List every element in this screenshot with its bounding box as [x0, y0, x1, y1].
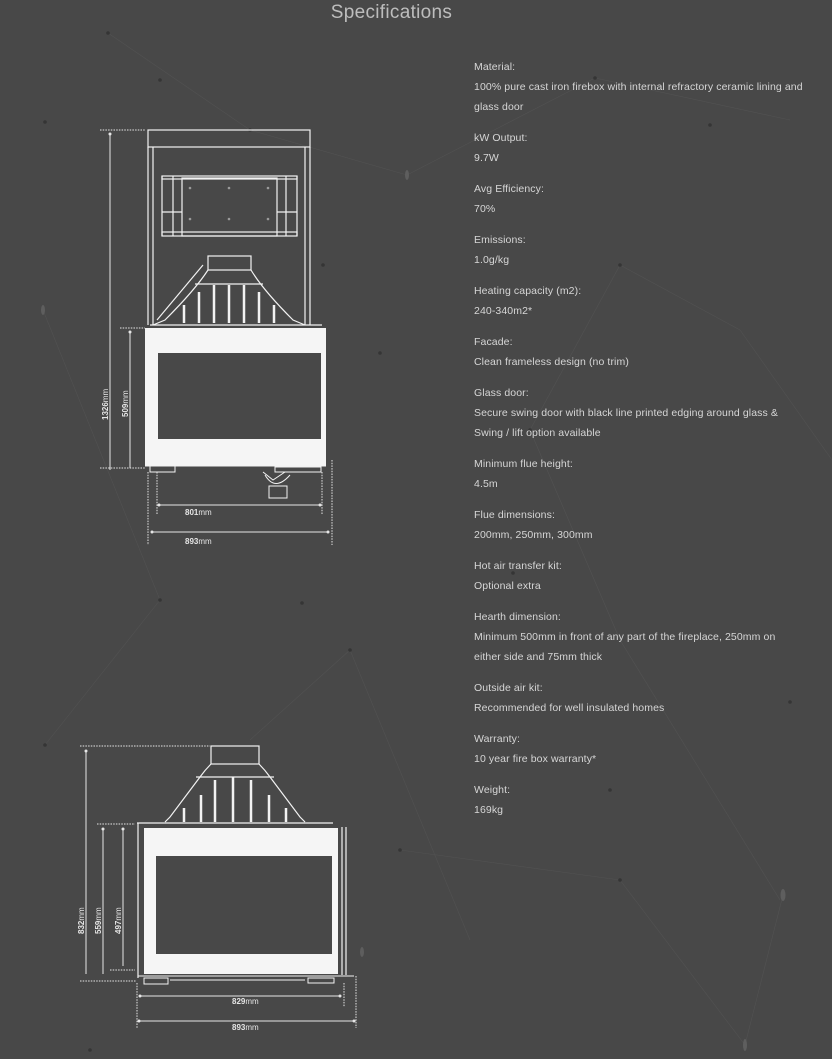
spec-value: Clean frameless design (no trim)	[474, 356, 629, 368]
spec-minimum-flue-height	[474, 454, 804, 494]
spec-value: 200mm, 250mm, 300mm	[474, 529, 593, 541]
spec-value: 1.0g/kg	[474, 254, 510, 266]
spec-value: 100% pure cast iron firebox with internal refractory ceramic lining and glass door	[474, 81, 803, 113]
spec-label: Hearth dimension:	[474, 611, 561, 623]
spec-label: Facade:	[474, 336, 513, 348]
spec-value: 9.7W	[474, 152, 499, 164]
spec-emissions	[474, 230, 804, 270]
spec-label: Warranty:	[474, 733, 521, 745]
spec-value: Recommended for well insulated homes	[474, 702, 665, 714]
spec-value: 240-340m2*	[474, 305, 533, 317]
spec-label: Flue dimensions:	[474, 509, 555, 521]
dimension-label-width-inner: 801mm	[185, 508, 212, 517]
spec-label: Emissions:	[474, 234, 526, 246]
spec-heating-capacity	[474, 281, 804, 321]
spec-label: kW Output:	[474, 132, 528, 144]
spec-label: Avg Efficiency:	[474, 183, 544, 195]
dimension-label-height-body: 559mm	[94, 907, 103, 934]
dimension-label-width-inner: 829mm	[232, 997, 259, 1006]
dimension-label-height-total: 832mm	[77, 907, 86, 934]
spec-label: Material:	[474, 61, 516, 73]
spec-facade	[474, 332, 804, 372]
firebox-elevation-drawing	[70, 740, 370, 1040]
specifications-list	[474, 57, 804, 831]
dimension-label-width-outer: 893mm	[232, 1023, 259, 1032]
spec-hearth-dimension	[474, 607, 804, 667]
spec-value: Optional extra	[474, 580, 541, 592]
spec-avg-efficiency	[474, 179, 804, 219]
spec-warranty	[474, 729, 804, 769]
spec-kw-output	[474, 128, 804, 168]
spec-value: 70%	[474, 203, 496, 215]
spec-label: Glass door:	[474, 387, 529, 399]
spec-value: 4.5m	[474, 478, 498, 490]
spec-hot-air-transfer-kit	[474, 556, 804, 596]
page-title: Specifications	[330, 2, 453, 23]
spec-value: 10 year fire box warranty*	[474, 753, 597, 765]
spec-material	[474, 57, 804, 117]
dimension-label-height-total: 1326mm	[101, 388, 110, 420]
spec-label: Weight:	[474, 784, 511, 796]
dimension-label-height-door: 509mm	[121, 390, 130, 417]
spec-outside-air-kit	[474, 678, 804, 718]
spec-glass-door	[474, 383, 804, 443]
spec-label: Heating capacity (m2):	[474, 285, 582, 297]
dimension-label-height-door: 497mm	[114, 907, 123, 934]
dimension-label-width-outer: 893mm	[185, 537, 212, 546]
spec-label: Minimum flue height:	[474, 458, 573, 470]
spec-label: Outside air kit:	[474, 682, 543, 694]
spec-flue-dimensions	[474, 505, 804, 545]
spec-value: Minimum 500mm in front of any part of the fireplace, 250mm on either side and 75mm thick	[474, 631, 776, 663]
spec-value: Secure swing door with black line printed edging around glass & Swing / lift option available	[474, 407, 778, 439]
spec-weight	[474, 780, 804, 820]
front-elevation-drawing	[95, 120, 345, 550]
spec-label: Hot air transfer kit:	[474, 560, 562, 572]
spec-value: 169kg	[474, 804, 504, 816]
